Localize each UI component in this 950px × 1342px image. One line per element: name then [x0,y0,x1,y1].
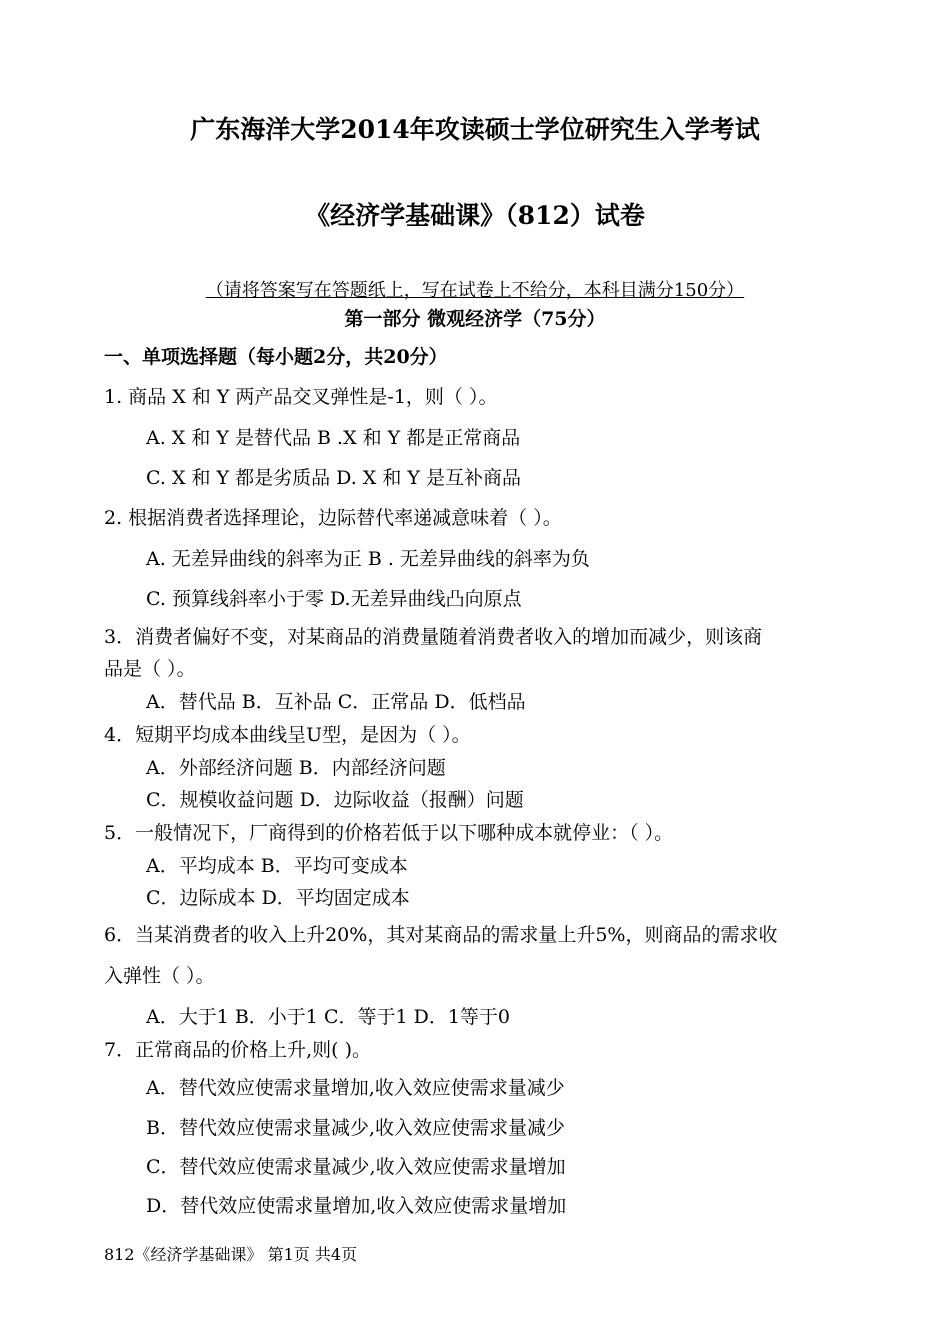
question-3-stem-line2: 品是（ ）。 [104,658,196,680]
question-1-options-ab: A. X 和 Y 是替代品 B .X 和 Y 都是正常商品 [146,427,521,449]
question-5-stem: 5．一般情况下，厂商得到的价格若低于以下哪种成本就停业：（ ）。 [104,822,674,844]
question-5-options-cd: C．边际成本 D．平均固定成本 [146,887,410,909]
question-7-option-a: A．替代效应使需求量增加,收入效应使需求量减少 [146,1077,565,1099]
question-2-options-cd: C. 预算线斜率小于零 D.无差异曲线凸向原点 [146,588,522,610]
question-6-options: A．大于1 B．小于1 C．等于1 D．1等于0 [146,1006,511,1028]
question-7-option-b: B．替代效应使需求量减少,收入效应使需求量减少 [146,1117,566,1139]
exam-title: 广东海洋大学2014年攻读硕士学位研究生入学考试 [190,115,760,144]
question-6-stem-line1: 6．当某消费者的收入上升20%，其对某商品的需求量上升5%，则商品的需求收 [104,924,778,946]
question-3-options: A．替代品 B．互补品 C．正常品 D．低档品 [146,691,526,713]
question-6-stem-line2: 入弹性（ ）。 [104,965,215,987]
question-1-options-cd: C. X 和 Y 都是劣质品 D. X 和 Y 是互补商品 [146,467,521,489]
exam-note-text: （请将答案写在答题纸上，写在试卷上不给分，本科目满分150分） [205,280,745,301]
question-4-options-ab: A．外部经济问题 B．内部经济问题 [146,757,446,779]
question-7-stem: 7．正常商品的价格上升,则( )。 [104,1039,371,1061]
question-7-option-c: C．替代效应使需求量减少,收入效应使需求量增加 [146,1156,566,1178]
exam-note [0,279,950,303]
question-2-stem: 2. 根据消费者选择理论，边际替代率递减意味着（ ）。 [104,507,562,529]
page-footer: 812《经济学基础课》 第1页 共4页 [104,1245,358,1264]
question-2-options-ab: A. 无差异曲线的斜率为正 B . 无差异曲线的斜率为负 [146,548,590,570]
part-title: 第一部分 微观经济学（75分） [344,308,606,330]
question-4-options-cd: C．规模收益问题 D．边际收益（报酬）问题 [146,789,524,811]
section-title: 一、单项选择题（每小题2分，共20分） [104,346,448,368]
question-3-stem-line1: 3．消费者偏好不变，对某商品的消费量随着消费者收入的增加而减少，则该商 [104,626,763,648]
question-7-option-d: D．替代效应使需求量增加,收入效应使需求量增加 [146,1195,567,1217]
question-5-options-ab: A．平均成本 B．平均可变成本 [146,855,408,877]
exam-subtitle: 《经济学基础课》（812）试卷 [305,201,645,230]
question-1-stem: 1. 商品 X 和 Y 两产品交叉弹性是-1，则（ ）。 [104,386,498,408]
question-4-stem: 4．短期平均成本曲线呈U型，是因为（ ）。 [104,724,471,746]
